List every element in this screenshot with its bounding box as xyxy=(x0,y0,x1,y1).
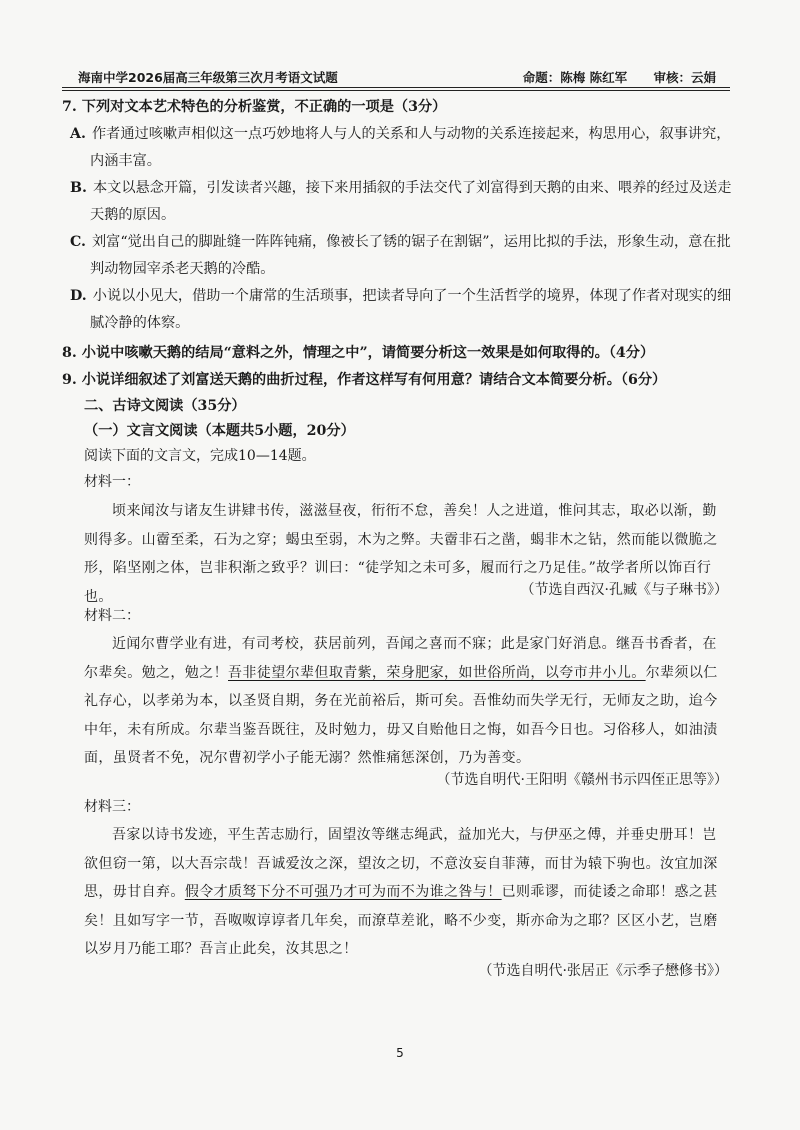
text-line: 刚之体，岂非积渐之致乎？训曰：“徒学知之未可多，履而行之乃足佳。”故学者所以饰百行也。 xyxy=(84,560,712,605)
text-line: 况尔曹初学小子能无溺？然惟痛惩深创，乃为善变。 xyxy=(199,750,531,767)
material-2-source: （节选自明代·王阳明《赣州书示四侄正思等》） xyxy=(436,772,728,788)
header-rule-bottom xyxy=(62,90,730,91)
option-text-cont: 内涵丰富。 xyxy=(90,153,161,169)
underlined-sentence: 吾非徒望尔辈但取青紫，荣身肥家，如世俗所尚，以夸市井小儿。 xyxy=(228,664,646,681)
text-line: 已则乖谬，而徒诿之命耶！惑之甚矣！且如写字 xyxy=(84,884,718,929)
option-text: 小说以小见大，借助一个庸常的生活琐事，把读者导向了一个生活哲学的境界，体现了作者对现实的细 xyxy=(92,288,732,304)
material-2-title: 材料二： xyxy=(84,608,140,624)
option-text-cont: 天鹅的原因。 xyxy=(90,207,176,223)
question-9: 9. 小说详细叙述了刘富送天鹅的曲折过程，作者这样写有何用意？请结合文本简要分析。（6分） xyxy=(62,372,667,388)
underlined-sentence: 假令才质驽下分不可强乃才可为而不为谁之咎与！ xyxy=(184,884,502,901)
option-label: A. xyxy=(70,126,86,142)
text-line: 自弃。 xyxy=(141,884,185,901)
text-line: 近闻尔曹学业有进，有司考校，获居前列，吾闻之喜而不寐；此是家门好消息。继吾书香者，在尔辈 xyxy=(84,636,717,681)
text-line: 吾家以诗书发迹，平生苦志励行，固望汝等继志绳武，益加光大，与伊巫之傅，并垂史册耳！岂欲但 xyxy=(84,827,717,872)
exam-credits xyxy=(501,68,716,86)
option-text: 本文以悬念开篇，引发读者兴趣，接下来用插叙的手法交代了刘富得到天鹅的由来、喂养的经过及送走 xyxy=(92,180,732,196)
text-line: 矣。勉之，勉之！ xyxy=(112,664,229,681)
reading-instruction: 阅读下面的文言文，完成10—14题。 xyxy=(84,448,316,464)
text-line: 以孝弟为本，以圣贤自期，务在光前裕后，斯可矣。吾惟幼而失学无行，无师友之助，迨今中年，未有所 xyxy=(84,693,718,738)
option-b xyxy=(70,175,738,229)
text-line: 吾言止此矣，汝其思之！ xyxy=(199,941,358,958)
option-a xyxy=(70,121,738,175)
header-rule-top xyxy=(62,87,730,88)
material-2-text xyxy=(84,630,724,773)
text-line: 窃一第，以大吾宗哉！吾诚爱汝之深，望汝之切，不意汝妄自菲薄，而甘为辕下驹也。汝宜加深思，毋甘 xyxy=(84,855,718,901)
text-line: 尔辈须以仁礼存心， xyxy=(84,664,718,710)
text-line: 成。尔辈当鉴吾既往，及时勉力，毋又自贻他日之悔，如吾今日也。习俗移人，如油渍面，虽贤者不免， xyxy=(84,721,718,767)
material-1-source: （节选自西汉·孔臧《与子琳书》） xyxy=(520,582,728,598)
option-d xyxy=(70,283,738,337)
option-label: D. xyxy=(70,288,87,304)
authors: 命题：陈梅 陈红军 xyxy=(522,70,628,85)
page-header xyxy=(62,66,730,86)
section-heading: 二、古诗文阅读（35分） xyxy=(84,398,246,414)
option-text: 刘富“觉出自己的脚趾缝一阵阵钝痛，像被长了锈的锯子在割锯”，运用比拟的手法，形象生动，意在批 xyxy=(91,234,731,250)
material-3-source: （节选自明代·张居正《示季子懋修书》） xyxy=(478,963,728,979)
text-line: 一节，吾呶呶谆谆者几年矣，而潦草差讹，略不少变，斯亦命为之耶？区区小艺，岂磨以岁月乃能工耶？ xyxy=(84,912,718,958)
question-8: 8. 小说中咳嗽天鹅的结局“意料之外，情理之中”，请简要分析这一效果是如何取得的。（4分） xyxy=(62,345,655,361)
option-label: B. xyxy=(70,180,87,196)
option-c xyxy=(70,229,738,283)
material-3-text xyxy=(84,821,724,964)
page-number: 5 xyxy=(396,1046,404,1060)
question-7-stem: 7. 下列对文本艺术特色的分析鉴赏，不正确的一项是（3分） xyxy=(62,99,447,115)
option-text-cont: 腻冷静的体察。 xyxy=(90,315,190,331)
option-text-cont: 判动物园宰杀老天鹅的冷酷。 xyxy=(90,261,275,277)
material-1-title: 材料一： xyxy=(84,474,140,490)
option-text: 作者通过咳嗽声相似这一点巧妙地将人与人的关系和人与动物的关系连接起来，构思用心，叙事讲究， xyxy=(91,126,731,142)
text-line: 顷来闻汝与诸友生讲肄书传，滋滋昼夜，衎衎不怠，善矣！人之进道，惟问其志，取必以渐，勤则得 xyxy=(84,503,717,548)
reviewer: 审核：云娟 xyxy=(653,70,716,85)
material-3-title: 材料三： xyxy=(84,799,140,815)
subsection-heading: （一）文言文阅读（本题共5小题，20分） xyxy=(84,423,355,439)
option-label: C. xyxy=(70,234,86,250)
exam-title: 海南中学2026届高三年级第三次月考语文试题 xyxy=(78,70,338,85)
text-line: 多。山霤至柔，石为之穿；蝎虫至弱，木为之弊。夫霤非石之凿，蝎非木之钻，然而能以微脆之形，陷坚 xyxy=(84,531,718,577)
